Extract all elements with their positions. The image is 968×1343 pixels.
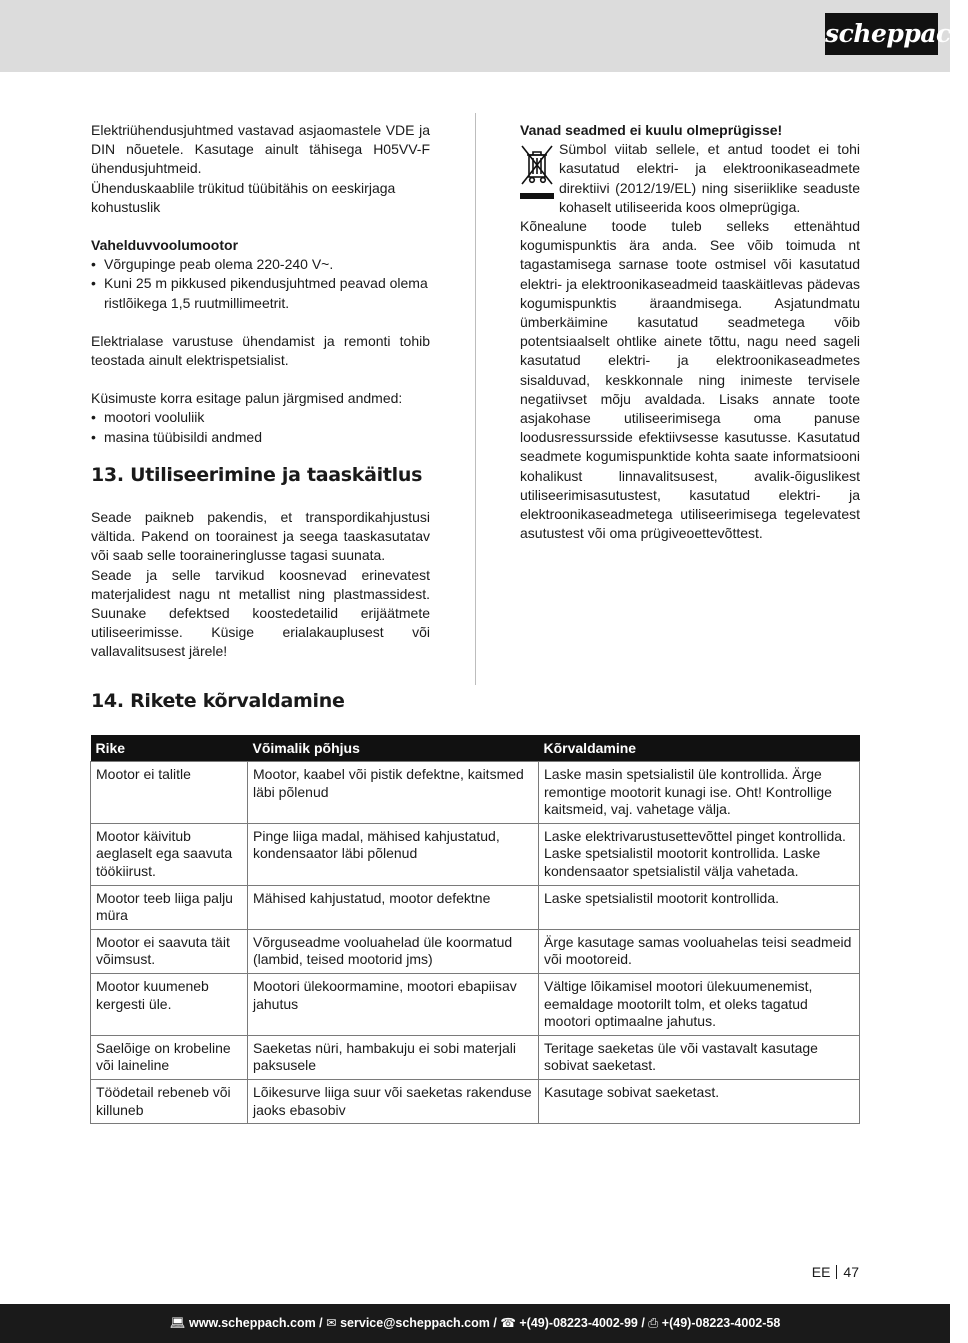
list-item: • Kuni 25 m pikkused pikendusjuhtmed peavad olema ristlõikega 1,5 ruutmillimeetrit. <box>91 274 430 312</box>
phone-icon: ☎︎ <box>500 1316 516 1330</box>
table-cell: Saelõige on krobeline või laineline <box>91 1035 248 1079</box>
table-cell: Mootor ei saavuta täit võimsust. <box>91 929 248 973</box>
cable-requirements-text: Elektriühendusjuhtmed vastavad asjaomastele VDE ja DIN nõuetele. Kasutage ainult tähisega H05VV-F ühendusjuhtmeid. <box>91 122 430 177</box>
table-row <box>91 1079 860 1123</box>
table-cell: Mootor teeb liiga palju müra <box>91 885 248 929</box>
section-14-title: 14. Rikete kõrvaldamine <box>91 690 345 712</box>
table-cell: Laske masin spetsialistil üle kontrollida. Ärge remontige mootorit kunagi ise. Oht! Kontrollige kaitsmeid, vaj. vahetage välja. <box>539 762 860 824</box>
table-cell: Kasutage sobivat saeketast. <box>539 1079 860 1123</box>
table-row <box>91 973 860 1035</box>
weee-notice <box>520 140 860 217</box>
table-cell: Teritage saeketas üle või vastavalt kasutage sobivat saeketast. <box>539 1035 860 1079</box>
table-cell: Vältige lõikamisel mootori ülekuumenemist, eemaldage mootorilt tolm, et oleks tagatud mootori optimaalne jahutus. <box>539 973 860 1035</box>
table-row <box>91 929 860 973</box>
column-divider <box>475 113 476 685</box>
fax-number: +(49)-08223-4002-58 <box>661 1316 781 1330</box>
table-cell: Mootor käivitub aeglaselt ega saavuta töökiirust. <box>91 823 248 885</box>
ac-motor-list <box>91 255 430 313</box>
materials-text: Seade ja selle tarvikud koosnevad erinevatest materjalidest nagu nt metallist ning plastmassidest. Suunake defektsed koostedetailid erijäätmete utiliseerimisse. Küsige erialakauplusest või vallavalitsusest järele! <box>91 566 430 660</box>
table-cell: Pinge liiga madal, mähised kahjustatud, kondensaator läbi põlenud <box>248 823 539 885</box>
table-cell: Töödetail rebeneb või killuneb <box>91 1079 248 1123</box>
questions-list <box>91 408 430 446</box>
footer-contact-bar <box>0 1304 950 1343</box>
table-row <box>91 885 860 929</box>
page-number <box>812 1264 859 1280</box>
table-cell: Laske spetsialistil mootorit kontrollida. <box>539 885 860 929</box>
column-header: Võimalik põhjus <box>248 735 539 762</box>
electrician-text: Elektrialase varustuse ühendamist ja remonti tohib teostada ainult elektrispetsialist. <box>91 332 430 369</box>
table-row <box>91 1035 860 1079</box>
header-bar <box>0 0 968 72</box>
weee-heading: Vanad seadmed ei kuulu olmeprügisse! <box>520 122 783 138</box>
table-header-row <box>91 735 860 762</box>
crossed-out-wheelie-bin-icon <box>520 143 554 203</box>
weee-body-text: Kõnealune toode tuleb selleks ettenähtud kogumispunktis ära anda. See võib toimuda nt tagastamisega sarnase toote ostmisel või kasutatud elektri- ja elektroonikaseadmeid taaskäitlevas pädevas kogumispunktis äraandmisega. Asjatundmatu ümberkäimine kasutatud seadmetega võib potentsiaalselt ohtlike ainete tõttu, nagu need sageli kasutatud elektri- ja elektroonikaseadmetes sisalduvad, keskkonnale ning inimeste tervisele negatiivset mõju avaldada. Lisaks annate toote asjakohase utiliseerimisega oma panuse loodusressursside efektiivsesse kasutusse. Kasutatud seadmete kogumispunktide kohta saate informatsiooni kohalikust linnavalitsusest, avalik-õiguslikest utiliseerimisasutustest, kasutatud elektri- ja elektroonikaseadmetega utiliseerimisega tegelevatest asutustest või oma prügiveoettevõttest. <box>520 218 860 542</box>
table-cell: Võrguseadme vooluahelad üle koormatud (lambid, teised mootorid jms) <box>248 929 539 973</box>
questions-intro: Küsimuste korra esitage palun järgmised andmed: <box>91 390 403 407</box>
table-row <box>91 823 860 885</box>
fax-icon: ⎙ <box>648 1316 659 1330</box>
table-cell: Mähised kahjustatud, mootor defektne <box>248 885 539 929</box>
list-item: • masina tüübisildi andmed <box>91 428 430 447</box>
column-header: Kõrvaldamine <box>539 735 860 762</box>
table-cell: Lõikesurve liiga suur või saeketas rakenduse jaoks ebasobiv <box>248 1079 539 1123</box>
table-cell: Mootor ei talitle <box>91 762 248 824</box>
phone-number: +(49)-08223-4002-99 / <box>519 1316 645 1330</box>
weee-text: Sümbol viitab sellele, et antud toodet ei tohi kasutatud elektri- ja elektroonikaseadmete direktiivi (2012/19/EL) ning siseriiklike seaduste kohaselt utiliseerida koos olmeprügiga. <box>559 141 860 215</box>
section-13-title: 13. Utiliseerimine ja taaskäitlus <box>91 463 423 486</box>
email-icon: ✉︎ <box>326 1316 337 1330</box>
table-cell: Ärge kasutage samas vooluahelas teisi seadmeid või mootoreid. <box>539 929 860 973</box>
right-column <box>520 121 860 543</box>
table-cell: Saeketas nüri, hambakuju ei sobi materjali paksusele <box>248 1035 539 1079</box>
list-item: • mootori vooluliik <box>91 408 430 427</box>
table-cell: Mootor kuumeneb kergesti üle. <box>91 973 248 1035</box>
table-cell: Laske elektrivarustusettevõttel pinget kontrollida. Laske spetsialistil mootorit kontrollida. Laske kondensaator spetsialistil välja vahetada. <box>539 823 860 885</box>
ac-motor-heading: Vahelduvvoolumootor <box>91 237 239 254</box>
troubleshooting-table <box>90 735 860 1124</box>
page-number-separator <box>836 1265 837 1279</box>
website-link[interactable]: www.scheppach.com / <box>189 1316 323 1330</box>
left-column <box>91 121 430 662</box>
table-row <box>91 762 860 824</box>
page-number-value: 47 <box>843 1264 859 1280</box>
table-cell: Mootori ülekoormamine, mootori ebapiisav jahutus <box>248 973 539 1035</box>
list-item: • Võrgupinge peab olema 220-240 V~. <box>91 255 430 274</box>
scheppach-logo: scheppach <box>825 13 938 55</box>
packaging-text: Seade paikneb pakendis, et transpordikahjustusi vältida. Pakend on toorainest ja seega taaskasutatav või saab selle tooraineringlusse tagasi suunata. <box>91 509 430 564</box>
cable-marking-text: Ühenduskaablile trükitud tüübitähis on eeskirjaga kohustuslik <box>91 179 396 215</box>
email-link[interactable]: service@scheppach.com / <box>340 1316 497 1330</box>
column-header: Rike <box>91 735 248 762</box>
laptop-icon: 💻︎ <box>169 1316 186 1330</box>
page-language: EE <box>811 1264 831 1280</box>
table-cell: Mootor, kaabel või pistik defektne, kaitsmed läbi põlenud <box>248 762 539 824</box>
